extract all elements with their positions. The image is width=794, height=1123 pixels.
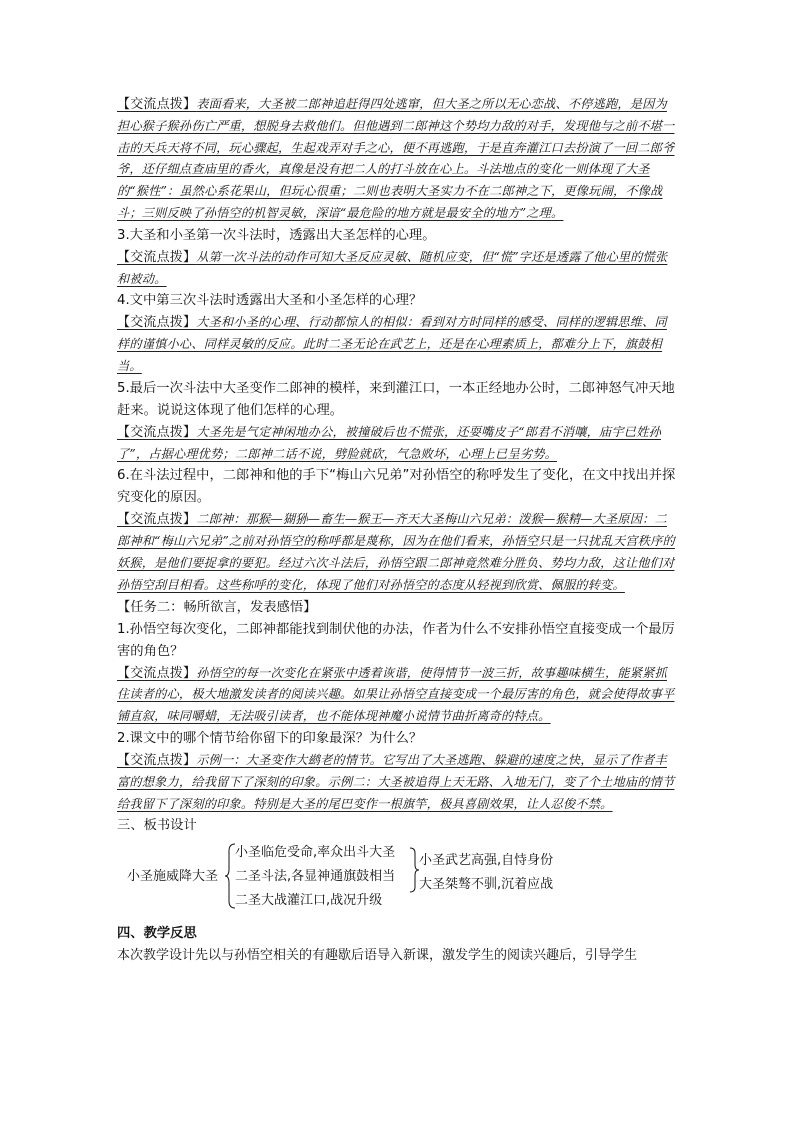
- answer-tag: 【交流点拨】: [117, 752, 197, 768]
- board-middle-3: 二圣大战灌江口,战况升级: [235, 893, 383, 909]
- answer-text: 示例一：大圣变作大鹚老的情节。它写出了大圣逃跑、躲避的速度之快，显示了作者丰富的想象力，给我留下了深刻的印象。示例二：大圣被追得上天无路、入地无门，变了个土地庙的情节给我留下了深刻的印象。特别是大圣的尾巴变作一根旗竿，极具喜剧效果，让人忍俊不禁。: [117, 752, 675, 811]
- answer-4: [117, 312, 677, 377]
- answer-6: [117, 509, 677, 596]
- answer-tag: 【交流点拨】: [117, 424, 197, 440]
- question-7: 1.孙悟空每次变化，二郎神都能找到制伏他的办法，作者为什么不安排孙悟空直接变成一个最厉害的角色？: [117, 621, 675, 659]
- board-diagram: [117, 841, 677, 913]
- board-design-heading: 三、板书设计: [117, 818, 197, 834]
- answer-text: 大圣先是气定神闲地办公，被撞破后也不慌张，还耍嘴皮子“郎君不消嚷，庙宇已姓孙了”，占据心理优势；二郎神二话不说，劈脸就砍，气急败坏，心理上已呈劣势。: [117, 424, 661, 461]
- task-two-heading: 【任务二：畅所欲言，发表感悟】: [117, 599, 317, 615]
- answer-text: 表面看来，大圣被二郎神追赶得四处逃窜，但大圣之所以无心恋战、不停逃跑，是因为担心猴子猴孙伤亡严重，想脱身去救他们。但他遇到二郎神这个势均力敌的对手，发现他与之前不堪一击的天兵天将不同，玩心骤起，生起戏弄对手之心，便不再逃跑，于是直奔灌江口去扮演了一回二郎爷爷，还仔细点查庙里的香火，真像是没有把二人的打斗放在心上。斗法地点的变化一则体现了大圣的“猴性”：虽然心系花果山，但玩心很重；二则也表明大圣实力不在二郎神之下，更像玩闹，不像战斗；三则反映了孙悟空的机智灵敏，深谙“最危险的地方就是最安全的地方”之理。: [117, 97, 675, 220]
- question-6: 6.在斗法过程中，二郎神和他的手下“梅山六兄弟”对孙悟空的称呼发生了变化，在文中找出并探究变化的原因。: [117, 468, 676, 506]
- answer-text: 从第一次斗法的动作可知大圣反应灵敏、随机应变，但“慌”字还是透露了他心里的慌张和被动。: [117, 249, 668, 286]
- board-right-1: 小圣武艺高强,自恃身份: [419, 853, 554, 869]
- board-middle-2: 二圣斗法,各显神通旗鼓相当: [235, 869, 396, 885]
- answer-tag: 【交流点拨】: [117, 665, 197, 681]
- reflection-text: 本次教学设计先以与孙悟空相关的有趣歇后语导入新课，激发学生的阅读兴趣后，引导学生: [117, 948, 638, 964]
- board-root: 小圣施威降大圣: [127, 869, 219, 885]
- answer-text: 二郎神：那猴—猢狲—畜生—猴王—齐天大圣梅山六兄弟：泼猴—猴精—大圣原因：二郎神和“梅山六兄弟”之前对孙悟空的称呼都是蔑称，因为在他们看来，孙悟空只是一只扰乱天宫秩序的妖猴，是他们要捉拿的要犯。经过六次斗法后，孙悟空跟二郎神竟然难分胜负、势均力敌，这让他们对孙悟空刮目相看。这些称呼的变化，体现了他们对孙悟空的态度从轻视到欣赏、佩服的转变。: [117, 512, 675, 592]
- board-middle-1: 小圣临危受命,率众出斗大圣: [235, 845, 396, 861]
- answer-3: [117, 247, 677, 291]
- question-8: 2.课文中的哪个情节给你留下的印象最深？为什么？: [117, 730, 423, 746]
- document-page: [117, 94, 677, 967]
- answer-intro: [117, 94, 677, 225]
- answer-text: 大圣和小圣的心理、行动都惊人的相似：看到对方时同样的感受、同样的逻辑思维、同样的谨慎小心、同样灵敏的反应。此时二圣无论在武艺上，还是在心理素质上，都难分上下，旗鼓相当。: [117, 315, 667, 373]
- answer-5: [117, 422, 677, 466]
- answer-tag: 【交流点拨】: [117, 315, 197, 331]
- question-4: 4.文中第三次斗法时透露出大圣和小圣怎样的心理？: [117, 293, 423, 309]
- answer-7: [117, 663, 677, 728]
- answer-tag: 【交流点拨】: [117, 97, 197, 112]
- answer-tag: 【交流点拨】: [117, 512, 197, 528]
- reflection-heading: 四、教学反思: [117, 926, 197, 942]
- question-5: 5.最后一次斗法中大圣变作二郎神的模样，来到灌江口，一本正经地办公时，二郎神怒气冲天地赶来。说说这体现了他们怎样的心理。: [117, 380, 675, 418]
- answer-text: 孙悟空的每一次变化在紧张中透着诙谐，使得情节一波三折，故事趣味横生，能紧紧抓住读者的心，极大地激发读者的阅读兴趣。如果让孙悟空直接变成一个最厉害的角色，就会使得故事平铺直叙，味同嚼蜡，无法吸引读者，也不能体现神魔小说情节曲折离奇的特点。: [117, 665, 675, 724]
- board-right-2: 大圣桀骜不驯,沉着应战: [419, 877, 554, 893]
- question-3: 3.大圣和小圣第一次斗法时，透露出大圣怎样的心理。: [117, 227, 436, 243]
- answer-tag: 【交流点拨】: [117, 249, 197, 265]
- right-brace-icon: [409, 847, 419, 893]
- answer-8: [117, 750, 677, 815]
